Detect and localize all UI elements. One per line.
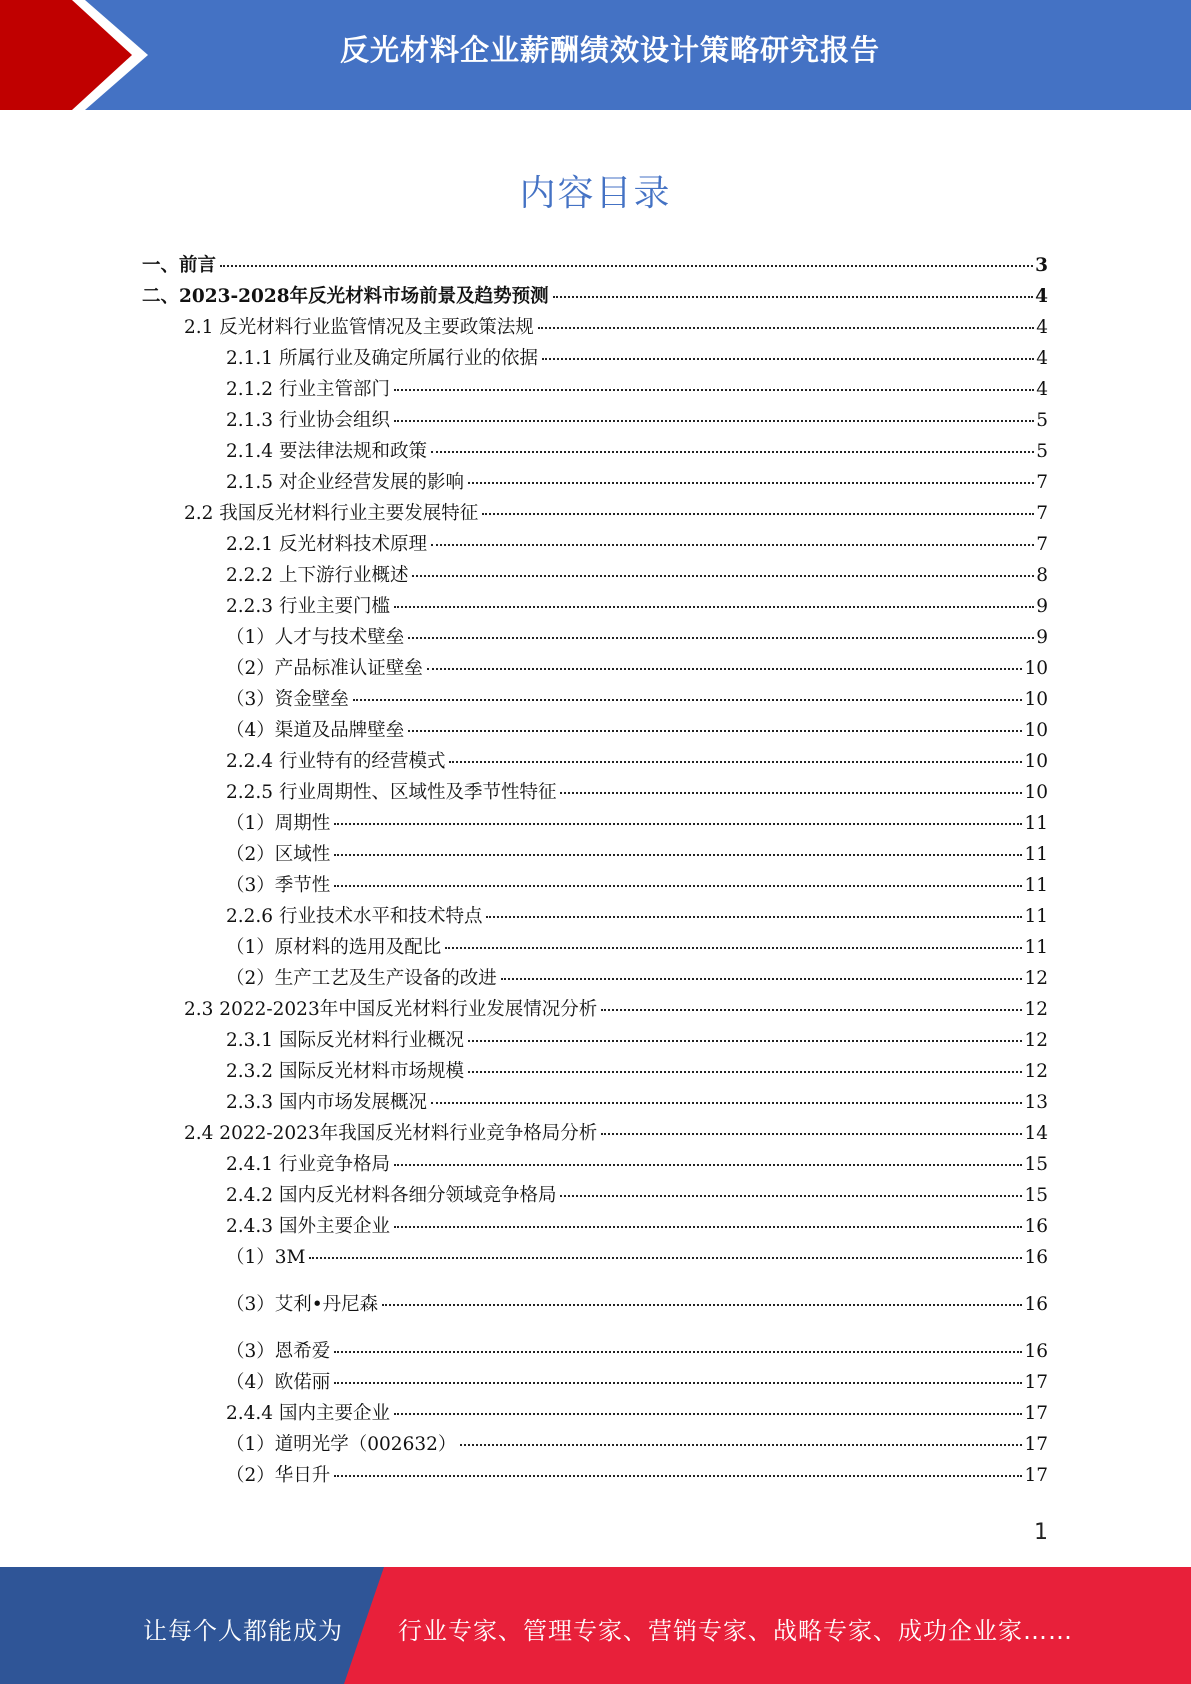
toc-entry-page: 15 <box>1024 1154 1048 1175</box>
toc-entry-label: 2.1.1 所属行业及确定所属行业的依据 <box>226 348 538 369</box>
toc-entry-page: 16 <box>1024 1247 1048 1268</box>
toc-entry-label: 2.2.3 行业主要门槛 <box>226 596 390 617</box>
toc-entry[interactable] <box>226 1028 1048 1054</box>
toc-entry[interactable] <box>226 749 1048 775</box>
toc-entry-page: 7 <box>1036 503 1048 524</box>
toc-leader-dots <box>445 947 1022 949</box>
toc-entry[interactable] <box>226 1183 1048 1209</box>
toc-entry-label: （4）欧偌丽 <box>226 1372 331 1393</box>
toc-entry-label: （1）周期性 <box>226 813 331 834</box>
toc-entry-label: 2.2.2 上下游行业概述 <box>226 565 409 586</box>
toc-entry-page: 7 <box>1036 534 1048 555</box>
toc-leader-dots <box>468 482 1034 484</box>
toc-entry-label: （3）艾利•丹尼森 <box>226 1294 379 1315</box>
toc-entry[interactable] <box>226 563 1048 589</box>
toc-entry-label: 2.2.6 行业技术水平和技术特点 <box>226 906 483 927</box>
toc-entry-page: 3 <box>1035 255 1048 276</box>
toc-entry[interactable] <box>226 966 1048 992</box>
toc-entry-label: 2.4.3 国外主要企业 <box>226 1216 390 1237</box>
toc-entry[interactable] <box>184 315 1048 341</box>
toc-entry-label: （4）渠道及品牌壁垒 <box>226 720 405 741</box>
toc-entry-page: 12 <box>1024 999 1048 1020</box>
toc-leader-dots <box>601 1009 1022 1011</box>
toc-entry[interactable] <box>184 1121 1048 1147</box>
toc-leader-dots <box>394 1226 1022 1228</box>
toc-leader-dots <box>560 792 1022 794</box>
toc-entry-label: （1）人才与技术壁垒 <box>226 627 405 648</box>
toc-leader-dots <box>408 637 1034 639</box>
report-title: 反光材料企业薪酬绩效设计策略研究报告 <box>339 33 880 67</box>
toc-entry-label: 2.4.4 国内主要企业 <box>226 1403 390 1424</box>
toc-entry[interactable] <box>226 904 1048 930</box>
toc-entry-label: （2）生产工艺及生产设备的改进 <box>226 968 497 989</box>
toc-entry-label: （1）道明光学（002632） <box>226 1434 457 1455</box>
toc-entry-page: 5 <box>1036 410 1048 431</box>
toc-leader-dots <box>382 1304 1022 1306</box>
toc-entry[interactable] <box>142 253 1048 279</box>
toc-entry-label: 2.3.3 国内市场发展概况 <box>226 1092 427 1113</box>
toc-entry[interactable] <box>184 501 1048 527</box>
toc-entry-page: 17 <box>1024 1372 1048 1393</box>
toc-entry[interactable] <box>226 656 1048 682</box>
toc-entry-label: 一、前言 <box>142 255 217 276</box>
toc-entry-page: 16 <box>1024 1216 1048 1237</box>
toc-leader-dots <box>468 1071 1022 1073</box>
toc-leader-dots <box>394 420 1034 422</box>
toc-entry-page: 12 <box>1024 968 1048 989</box>
toc-entry[interactable] <box>226 935 1048 961</box>
toc-entry-label: （2）华日升 <box>226 1465 331 1486</box>
page-header <box>0 0 1191 110</box>
toc-entry-page: 11 <box>1024 813 1048 834</box>
toc-entry[interactable] <box>226 1432 1048 1458</box>
toc-entry-page: 10 <box>1024 751 1048 772</box>
toc-entry-page: 17 <box>1024 1403 1048 1424</box>
toc-leader-dots <box>309 1257 1022 1259</box>
toc-leader-dots <box>353 699 1023 701</box>
toc-entry-page: 9 <box>1036 627 1048 648</box>
toc-leader-dots <box>394 606 1034 608</box>
toc-leader-dots <box>468 1040 1022 1042</box>
page-number: 1 <box>1034 1520 1048 1545</box>
toc-entry-page: 10 <box>1024 720 1048 741</box>
toc-leader-dots <box>334 885 1022 887</box>
toc-entry[interactable] <box>226 1401 1048 1427</box>
toc-entry-label: （3）恩希爱 <box>226 1341 331 1362</box>
toc-entry-label: 2.2.4 行业特有的经营模式 <box>226 751 446 772</box>
toc-entry[interactable] <box>226 346 1048 372</box>
toc-entry-page: 5 <box>1036 441 1048 462</box>
toc-entry-label: （1）原材料的选用及配比 <box>226 937 442 958</box>
toc-entry-page: 17 <box>1024 1434 1048 1455</box>
toc-heading: 内容目录 <box>519 173 672 214</box>
toc-leader-dots <box>542 358 1034 360</box>
toc-leader-dots <box>220 265 1033 267</box>
toc-leader-dots <box>394 1164 1022 1166</box>
toc-entry[interactable] <box>226 1463 1048 1489</box>
toc-leader-dots <box>431 451 1034 453</box>
toc-leader-dots <box>482 513 1034 515</box>
toc-entry[interactable] <box>226 1292 1048 1318</box>
toc-entry-label: 2.2 我国反光材料行业主要发展特征 <box>184 503 479 524</box>
toc-leader-dots <box>334 854 1022 856</box>
toc-entry-label: （2）产品标准认证壁垒 <box>226 658 423 679</box>
toc-entry[interactable] <box>226 718 1048 744</box>
toc-entry-label: 2.3.1 国际反光材料行业概况 <box>226 1030 464 1051</box>
toc-entry-label: 2.2.5 行业周期性、区域性及季节性特征 <box>226 782 557 803</box>
toc-leader-dots <box>334 1382 1022 1384</box>
toc-entry[interactable] <box>226 780 1048 806</box>
toc-entry-page: 14 <box>1024 1123 1048 1144</box>
toc-entry-page: 4 <box>1036 348 1048 369</box>
toc-entry[interactable] <box>226 842 1048 868</box>
toc-leader-dots <box>449 761 1022 763</box>
toc-entry-label: 2.1.4 要法律法规和政策 <box>226 441 427 462</box>
toc-entry-page: 11 <box>1024 875 1048 896</box>
toc-entry[interactable] <box>226 811 1048 837</box>
toc-entry[interactable] <box>142 284 1048 310</box>
toc-entry[interactable] <box>226 625 1048 651</box>
toc-leader-dots <box>334 823 1022 825</box>
toc-leader-dots <box>553 296 1033 298</box>
toc-entry-page: 8 <box>1036 565 1048 586</box>
toc-leader-dots <box>501 978 1023 980</box>
toc-entry-label: 2.4.1 行业竞争格局 <box>226 1154 390 1175</box>
toc-entry-page: 10 <box>1024 658 1048 679</box>
toc-entry-label: 二、2023-2028年反光材料市场前景及趋势预测 <box>142 286 549 307</box>
toc-leader-dots <box>412 575 1034 577</box>
toc-leader-dots <box>394 389 1034 391</box>
toc-entry-label: （3）资金壁垒 <box>226 689 349 710</box>
toc-entry[interactable] <box>184 997 1048 1023</box>
toc-leader-dots <box>460 1444 1022 1446</box>
toc-leader-dots <box>560 1195 1022 1197</box>
toc-leader-dots <box>427 668 1023 670</box>
toc-entry-label: 2.1.5 对企业经营发展的影响 <box>226 472 464 493</box>
toc-entry-page: 4 <box>1035 286 1048 307</box>
toc-entry-label: （1）3M <box>226 1247 306 1268</box>
toc-entry-label: （2）区域性 <box>226 844 331 865</box>
toc-leader-dots <box>334 1475 1022 1477</box>
toc-entry-page: 12 <box>1024 1061 1048 1082</box>
footer-slogan-left: 让每个人都能成为 <box>143 1617 343 1645</box>
toc-leader-dots <box>408 730 1022 732</box>
toc-entry[interactable] <box>226 1152 1048 1178</box>
toc-entry-label: 2.2.1 反光材料技术原理 <box>226 534 427 555</box>
toc-entry-label: 2.4 2022-2023年我国反光材料行业竞争格局分析 <box>184 1123 598 1144</box>
toc-leader-dots <box>431 544 1034 546</box>
toc-entry[interactable] <box>226 1214 1048 1240</box>
toc-entry[interactable] <box>226 439 1048 465</box>
toc-entry-label: （3）季节性 <box>226 875 331 896</box>
toc-entry[interactable] <box>226 1370 1048 1396</box>
toc-entry[interactable] <box>226 594 1048 620</box>
toc-entry[interactable] <box>226 1245 1048 1271</box>
toc-entry-page: 11 <box>1024 844 1048 865</box>
toc-entry[interactable] <box>226 687 1048 713</box>
toc-entry-page: 4 <box>1036 317 1048 338</box>
toc-entry[interactable] <box>226 873 1048 899</box>
toc-leader-dots <box>486 916 1022 918</box>
toc-leader-dots <box>334 1351 1022 1353</box>
toc-leader-dots <box>538 327 1034 329</box>
toc-entry-page: 10 <box>1024 689 1048 710</box>
toc-entry-label: 2.1.2 行业主管部门 <box>226 379 390 400</box>
toc-entry-page: 9 <box>1036 596 1048 617</box>
toc-entry-page: 16 <box>1024 1294 1048 1315</box>
page-footer <box>0 1567 1191 1684</box>
toc-entry[interactable] <box>226 1090 1048 1116</box>
toc-entry[interactable] <box>226 1059 1048 1085</box>
footer-slogan-right: 行业专家、管理专家、营销专家、战略专家、成功企业家…… <box>398 1617 1073 1645</box>
toc-entry-page: 10 <box>1024 782 1048 803</box>
toc-entry[interactable] <box>226 532 1048 558</box>
toc-entry-page: 17 <box>1024 1465 1048 1486</box>
toc-entry-page: 11 <box>1024 906 1048 927</box>
toc-entry-page: 7 <box>1036 472 1048 493</box>
toc-entry-page: 11 <box>1024 937 1048 958</box>
toc-entry[interactable] <box>226 408 1048 434</box>
toc-entry-page: 13 <box>1024 1092 1048 1113</box>
toc-entry[interactable] <box>226 1339 1048 1365</box>
toc-leader-dots <box>431 1102 1022 1104</box>
toc-entry-label: 2.1 反光材料行业监管情况及主要政策法规 <box>184 317 534 338</box>
toc-entry-label: 2.1.3 行业协会组织 <box>226 410 390 431</box>
toc-leader-dots <box>394 1413 1022 1415</box>
toc-entry-page: 16 <box>1024 1341 1048 1362</box>
toc-entry-label: 2.3.2 国际反光材料市场规模 <box>226 1061 464 1082</box>
toc-entry-page: 15 <box>1024 1185 1048 1206</box>
toc-entry[interactable] <box>226 377 1048 403</box>
toc-entry-page: 4 <box>1036 379 1048 400</box>
toc-entry-page: 12 <box>1024 1030 1048 1051</box>
toc-entry[interactable] <box>226 470 1048 496</box>
toc-leader-dots <box>601 1133 1022 1135</box>
toc-entry-label: 2.3 2022-2023年中国反光材料行业发展情况分析 <box>184 999 598 1020</box>
toc-entry-label: 2.4.2 国内反光材料各细分领域竞争格局 <box>226 1185 557 1206</box>
